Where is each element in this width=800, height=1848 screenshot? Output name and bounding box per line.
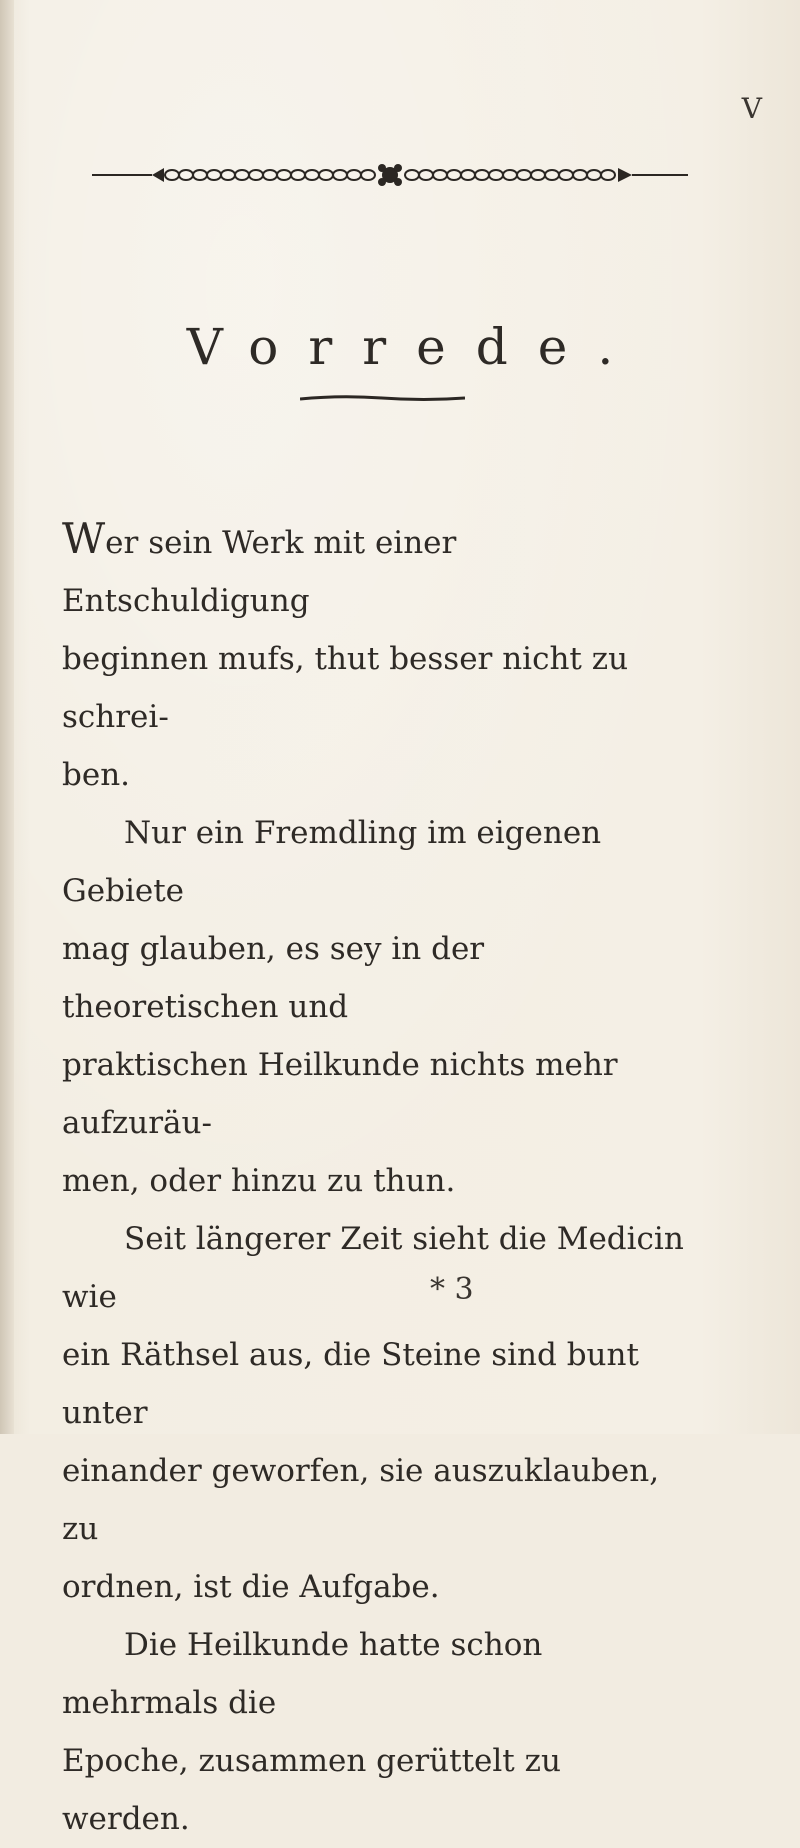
text-line: men, oder hinzu zu thun. xyxy=(62,1163,456,1199)
text-line: beginnen mufs, thut besser nicht zu schrei- xyxy=(62,641,629,735)
paragraph-1 xyxy=(62,510,684,804)
initial-letter: W xyxy=(62,514,106,563)
text-line: mag glauben, es sey in der theoretischen und xyxy=(62,931,485,1025)
body-text xyxy=(62,510,684,1848)
title-divider-rule xyxy=(300,394,465,404)
text-line: Die Heilkunde hatte schon mehrmals die xyxy=(62,1627,543,1721)
text-line: Epoche, zusammen gerüttelt zu werden. xyxy=(62,1743,561,1837)
text-line: er sein Werk mit einer Entschuldigung xyxy=(62,525,457,619)
ornamental-header-rule xyxy=(92,160,688,190)
page-binding-edge xyxy=(0,0,14,1434)
paragraph-3 xyxy=(62,1210,684,1616)
text-line: ein Räthsel aus, die Steine sind bunt unter xyxy=(62,1337,639,1431)
text-line: Nur ein Fremdling im eigenen Gebiete xyxy=(62,815,602,909)
paragraph-4 xyxy=(62,1616,684,1848)
chapter-title: Vorrede. xyxy=(186,318,644,376)
text-line: Seit längerer Zeit sieht die Medicin wie xyxy=(62,1221,684,1315)
page-number: V xyxy=(741,92,762,125)
signature-mark: * 3 xyxy=(430,1272,474,1307)
text-line: praktischen Heilkunde nichts mehr aufzuräu- xyxy=(62,1047,618,1141)
text-line: einander geworfen, sie auszuklauben, zu xyxy=(62,1453,660,1547)
paragraph-2 xyxy=(62,804,684,1210)
text-line: ordnen, ist die Aufgabe. xyxy=(62,1569,440,1605)
text-line: ben. xyxy=(62,757,131,793)
